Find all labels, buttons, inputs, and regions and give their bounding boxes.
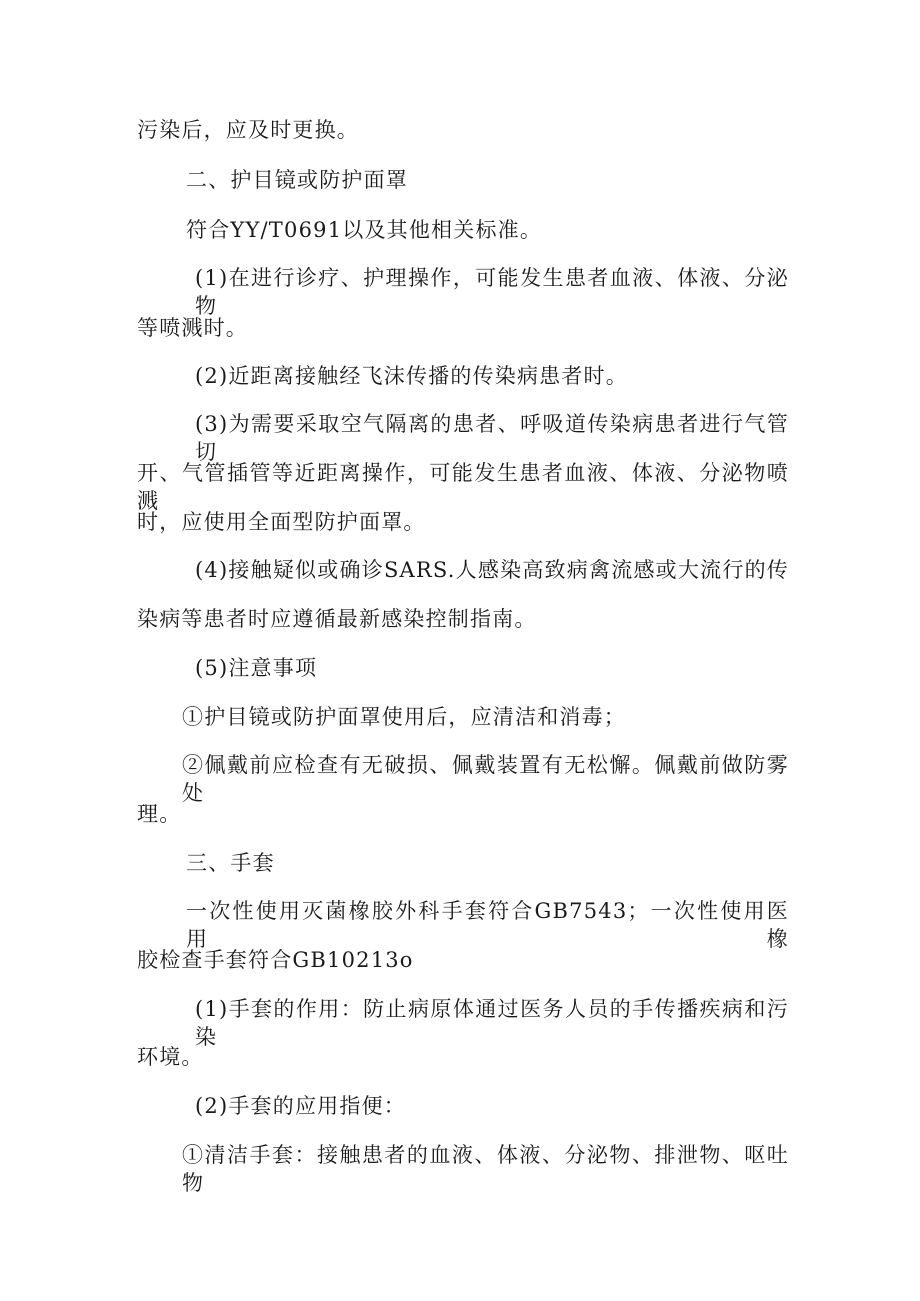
text-line: 开、气管插管等近距离操作，可能发生患者血液、体液、分泌物喷溅 bbox=[137, 461, 789, 513]
text-line: 环境。 bbox=[137, 1045, 204, 1069]
text-line: 时，应使用全面型防护面罩。 bbox=[137, 510, 426, 534]
text-line: 染病等患者时应遵循最新感染控制指南。 bbox=[137, 607, 537, 631]
text-line: ①清洁手套：接触患者的血液、体液、分泌物、排泄物、呕吐物 bbox=[182, 1143, 789, 1195]
text-line: ①护目镜或防护面罩使用后，应清洁和消毒； bbox=[182, 705, 626, 729]
section-heading: 三、手套 bbox=[186, 851, 275, 875]
text-line: (2)手套的应用指便： bbox=[195, 1094, 406, 1118]
text-line: (4)接触疑似或确诊SARS.人感染高致病禽流感或大流行的传 bbox=[195, 558, 789, 582]
text-line: ②佩戴前应检查有无破损、佩戴装置有无松懈。佩戴前做防雾处 bbox=[182, 753, 789, 805]
text-line: (2)近距离接触经飞沫传播的传染病患者时。 bbox=[195, 364, 628, 388]
text-line: (3)为需要采取空气隔离的患者、呼吸道传染病患者进行气管切 bbox=[195, 412, 789, 464]
text-line: 胶检查手套符合GB10213o bbox=[137, 948, 414, 972]
text-line: (5)注意事项 bbox=[195, 656, 318, 680]
text-line: 一次性使用灭菌橡胶外科手套符合GB7543；一次性使用医用橡 bbox=[186, 899, 789, 951]
text-line: (1)在进行诊疗、护理操作，可能发生患者血液、体液、分泌物 bbox=[195, 266, 789, 318]
text-line: 符合YY/T0691以及其他相关标准。 bbox=[186, 218, 543, 242]
text-line: 理。 bbox=[137, 802, 182, 826]
text-line: 污染后，应及时更换。 bbox=[137, 118, 359, 142]
text-line: (1)手套的作用：防止病原体通过医务人员的手传播疾病和污染 bbox=[195, 997, 789, 1049]
section-heading: 二、护目镜或防护面罩 bbox=[186, 168, 408, 192]
text-line: 等喷溅时。 bbox=[137, 316, 248, 340]
